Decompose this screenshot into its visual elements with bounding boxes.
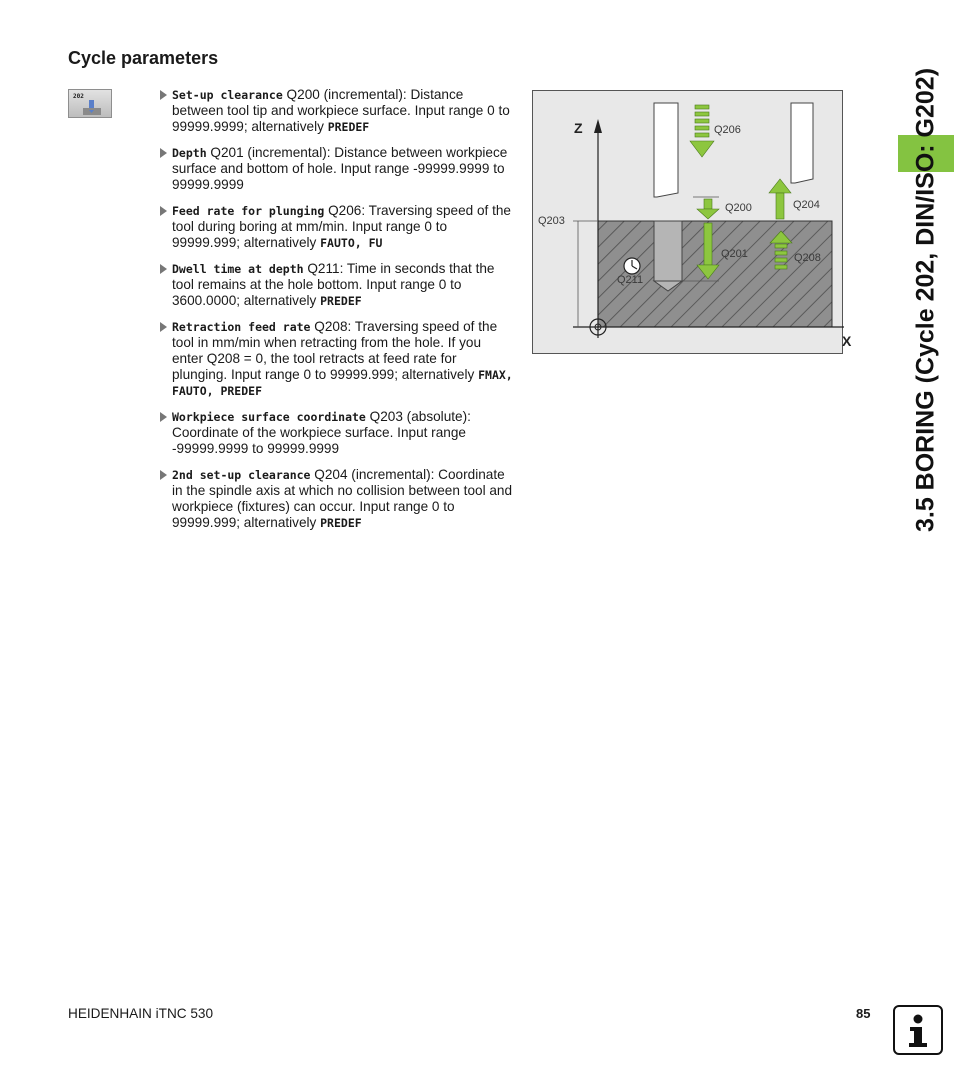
- param-code: Depth: [172, 146, 207, 160]
- footer-text: HEIDENHAIN iTNC 530: [68, 1006, 214, 1021]
- param-code: 2nd set-up clearance: [172, 468, 311, 482]
- param-setup-clearance: [158, 87, 514, 135]
- dwell-clock-icon: [624, 258, 640, 274]
- param-alt: PREDEF: [327, 120, 370, 134]
- tool-retract: [791, 103, 813, 183]
- parameter-list: [158, 87, 514, 541]
- side-title-text: 3.5 BORING (Cycle 202, DIN/ISO: G202): [911, 67, 940, 533]
- bullet-arrow-icon: [160, 206, 167, 216]
- param-text: Q206: Traversing speed of the tool during boring at mm/min. Input range 0 to 99999.999; alternatively: [172, 203, 511, 250]
- z-axis-arrow-icon: [594, 119, 602, 133]
- boring-cycle-diagram: [532, 90, 852, 354]
- param-alt: PREDEF: [320, 516, 362, 530]
- softkey-label: 202: [73, 93, 84, 100]
- q206-feed-arrow-icon: [690, 105, 714, 157]
- param-retraction-feed-rate: [158, 319, 514, 399]
- param-dwell-time: [158, 261, 514, 309]
- cycle-202-softkey: [68, 89, 112, 118]
- param-workpiece-surface: [158, 409, 514, 457]
- param-code: Feed rate for plunging: [172, 204, 325, 218]
- param-code: Workpiece surface coordinate: [172, 410, 366, 424]
- tool-start: [654, 103, 678, 197]
- param-text: Q211: Time in seconds that the tool remains at the hole bottom. Input range 0 to 3600.0000; alternatively: [172, 261, 495, 308]
- label-q203: Q203: [538, 215, 565, 227]
- label-q200: Q200: [725, 202, 752, 214]
- param-alt: PREDEF: [320, 294, 362, 308]
- label-q208: Q208: [794, 252, 821, 264]
- label-q201: Q201: [721, 248, 748, 260]
- label-q211: Q211: [617, 274, 644, 286]
- bullet-arrow-icon: [160, 264, 167, 274]
- bullet-arrow-icon: [160, 148, 167, 158]
- page-number: 85: [856, 1006, 871, 1021]
- q200-arrow-icon: [697, 199, 719, 219]
- param-code: Set-up clearance: [172, 88, 283, 102]
- q204-arrow-icon: [769, 179, 791, 219]
- param-text: Q203 (absolute): Coordinate of the workpiece surface. Input range -99999.9999 to 99999.9999: [172, 409, 471, 456]
- param-depth: [158, 145, 514, 193]
- bullet-arrow-icon: [160, 322, 167, 332]
- param-second-setup-clearance: [158, 467, 514, 531]
- param-text: Q201 (incremental): Distance between workpiece surface and bottom of hole. Input range -99999.9999 to 99999.9999: [172, 145, 508, 192]
- label-q206: Q206: [714, 124, 741, 136]
- axis-z-label: Z: [574, 120, 583, 136]
- bullet-arrow-icon: [160, 470, 167, 480]
- bored-hole: [654, 221, 682, 281]
- axis-x-label: X: [842, 333, 852, 349]
- section-heading: Cycle parameters: [68, 48, 219, 68]
- param-text: Q204 (incremental): Coordinate in the spindle axis at which no collision between tool and workpiece (fixtures) can occur. Input range 0 to 99999.999; alternatively: [172, 467, 513, 530]
- param-feed-rate-plunging: [158, 203, 514, 251]
- param-text: Q208: Traversing speed of the tool in mm/min when retracting from the hole. If you enter Q208 = 0, the tool retracts at feed rate for plunging. Input range 0 to 99999.999; alternatively: [172, 319, 498, 382]
- bullet-arrow-icon: [160, 412, 167, 422]
- softkey-boring-icon: [69, 90, 113, 119]
- bullet-arrow-icon: [160, 90, 167, 100]
- param-alt: FAUTO, FU: [320, 236, 383, 250]
- param-code: Dwell time at depth: [172, 262, 304, 276]
- param-alt: FMAX, FAUTO, PREDEF: [172, 368, 513, 398]
- param-code: Retraction feed rate: [172, 320, 311, 334]
- label-q204: Q204: [793, 199, 820, 211]
- info-icon: [893, 1005, 943, 1055]
- param-text: Q200 (incremental): Distance between tool tip and workpiece surface. Input range 0 to 99999.9999; alternatively: [172, 87, 510, 134]
